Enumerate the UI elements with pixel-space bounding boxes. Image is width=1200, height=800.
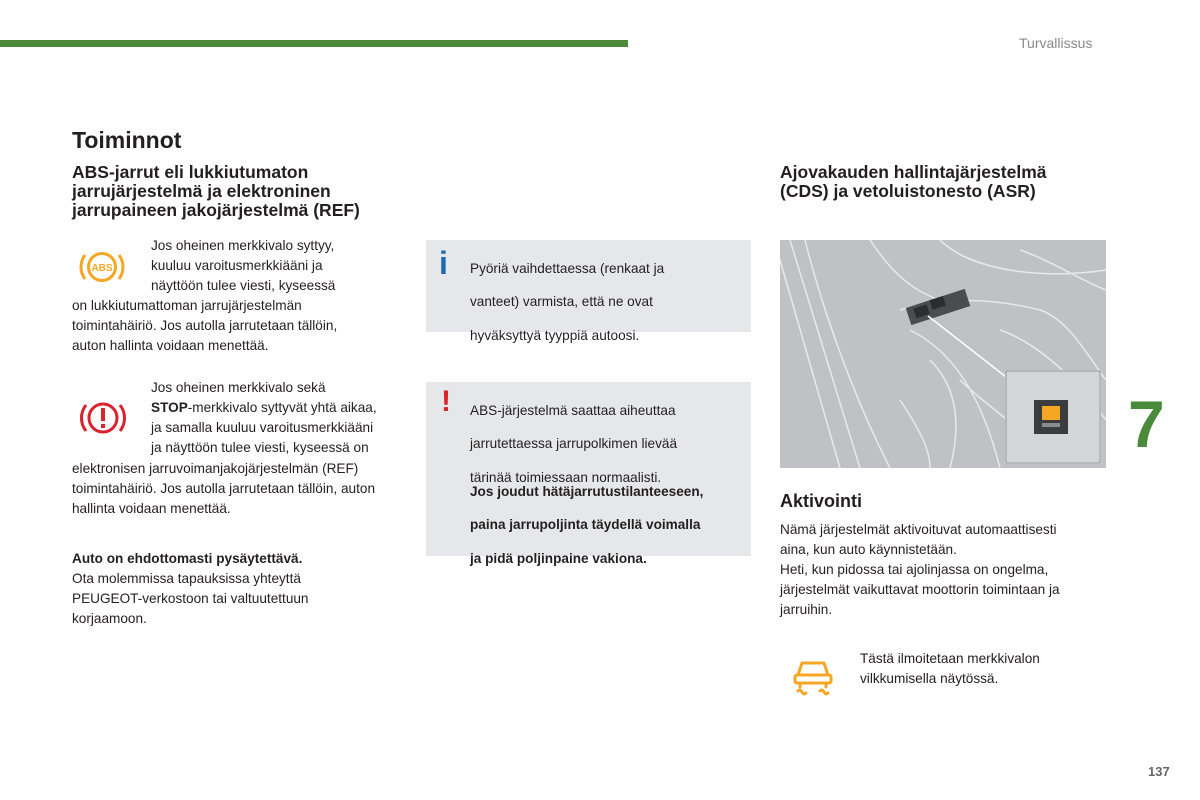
abs-paragraph-2-indent [151,378,377,458]
text-line: hyväksyttyä tyyppiä autoosi. [470,327,640,343]
text-line: PEUGEOT-verkostoon tai valtuutettuun [72,591,309,606]
text-line: ja samalla kuuluu varoitusmerkkiääni [151,420,374,435]
abs-heading-line: ABS-jarrut eli lukkiutumaton [72,162,309,182]
abs-warning-icon [78,243,126,291]
page-number: 137 [1148,764,1170,779]
text-line: auton hallinta voidaan menettää. [72,338,269,353]
abs-paragraph-1-full [72,296,337,356]
text-line: ABS-järjestelmä saattaa aiheuttaa [470,402,676,418]
text-line: järjestelmät vaikuttavat moottorin toimintaan ja [780,582,1060,597]
text-line: on lukkiutumattoman jarrujärjestelmän [72,298,302,313]
stop-instruction [72,549,309,629]
text-line [151,398,377,418]
text-line: Jos oheinen merkkivalo syttyy, [151,238,335,253]
activation-note [860,649,1040,689]
text-line: Jos joudut hätäjarrutustilanteeseen, [470,483,704,499]
warning-bold-text [470,468,703,582]
text-line: Pyöriä vaihdettaessa (renkaat ja [470,260,665,276]
stop-bold: Auto on ehdottomasti pysäytettävä. [72,551,303,566]
cds-heading-line: (CDS) ja vetoluistonesto (ASR) [780,181,1036,201]
page-title: Toiminnot [72,127,182,153]
traction-control-icon [790,655,836,701]
activation-title: Aktivointi [780,491,863,511]
chapter-number: 7 [1128,387,1165,461]
text-line: ja pidä poljinpaine vakiona. [470,550,647,566]
text-fragment: -merkkivalo syttyvät yhtä aikaa, [187,400,377,415]
text-line: Jos oheinen merkkivalo sekä [151,380,326,395]
abs-heading-line: jarrupaineen jakojärjestelmä (REF) [72,200,360,220]
cds-heading-line: Ajovakauden hallintajärjestelmä [780,162,1047,182]
abs-paragraph-2-full [72,459,375,519]
text-line: paina jarrupoljinta täydellä voimalla [470,517,701,533]
text-line: vilkkumisella näytössä. [860,671,999,686]
text-line: aina, kun auto käynnistetään. [780,542,957,557]
text-line: Heti, kun pidossa tai ajolinjassa on ongelma, [780,562,1049,577]
info-icon: i [439,245,448,281]
abs-paragraph-1-indent [151,236,335,296]
text-line: vanteet) varmista, että ne ovat [470,294,653,310]
section-title: Turvallissus [1019,35,1093,51]
text-line: Tästä ilmoitetaan merkkivalon [860,651,1040,666]
text-line: jarruihin. [780,602,833,617]
text-line: Nämä järjestelmät aktivoituvat automaattisesti [780,522,1057,537]
activation-text [780,520,1060,620]
text-line [72,549,309,569]
text-line: tärinää toimiessaan normaalisti. [470,469,662,485]
brake-warning-icon [78,393,128,443]
text-line: Ota molemmissa tapauksissa yhteyttä [72,571,301,586]
text-line: toimintahäiriö. Jos autolla jarrutetaan tällöin, [72,318,338,333]
text-line: hallinta voidaan menettää. [72,501,231,516]
text-line: ja näyttöön tulee viesti, kyseessä on [151,440,369,455]
text-line: toimintahäiriö. Jos autolla jarrutetaan tällöin, auton [72,481,376,496]
warning-box [426,382,751,566]
cds-heading [780,163,1047,201]
svg-text:ABS: ABS [91,263,113,274]
header-accent-bar [0,40,628,47]
text-line: korjaamoon. [72,611,147,626]
exclamation-icon: ! [441,385,451,418]
text-line: näyttöön tulee viesti, kyseessä [151,278,336,293]
text-line: elektronisen jarruvoimanjakojärjestelmän (REF) [72,461,359,476]
info-text [470,245,664,359]
abs-heading-line: jarrujärjestelmä ja elektroninen [72,181,331,201]
text-line: kuuluu varoitusmerkkiääni ja [151,258,323,273]
dashboard-switch-illustration [780,240,1106,468]
info-box [426,240,751,343]
text-line: jarrutettaessa jarrupolkimen lievää [470,436,678,452]
abs-heading [72,163,360,220]
stop-label: STOP [151,400,188,415]
